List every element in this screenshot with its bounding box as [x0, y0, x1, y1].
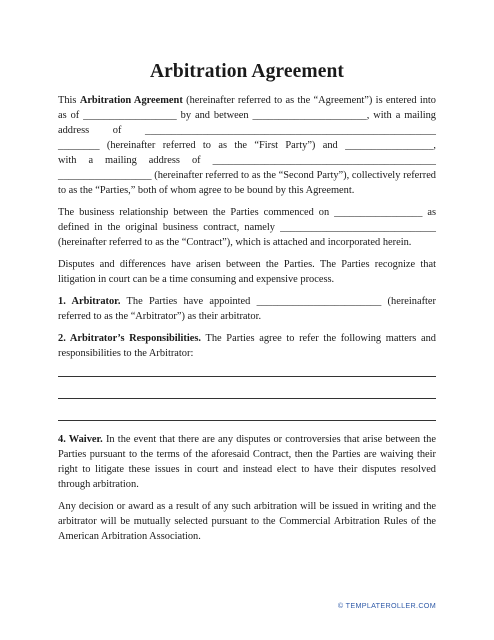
section-arbitrator-line-1: 1. Arbitrator. The Parties have appointed ________________________ (hereinafter: [58, 296, 437, 307]
section-waiver-line-3: right to litigate these issues in court and instead elect to have their disputes resolved: [58, 464, 436, 475]
agreement-name: Arbitration Agreement: [79, 95, 183, 106]
section-waiver-line-4: through arbitration.: [58, 479, 139, 490]
section-responsibilities-line-2: responsibilities to the Arbitrator:: [58, 348, 194, 359]
responsibilities-blank-line-1[interactable]: [58, 376, 436, 377]
relationship-line-2: defined in the original business contract, namely ______________________________: [58, 222, 436, 233]
section-arbitrator-heading: 1. Arbitrator.: [58, 296, 121, 307]
section-arbitrator-line-2: referred to as the “Arbitrator”) as their arbitrator.: [58, 311, 262, 322]
intro-line-4: ________ (hereinafter referred to as the “First Party”) and _________________,: [58, 140, 436, 151]
decision-line-1: Any decision or award as a result of any such arbitration will be issued in writing and the: [58, 501, 436, 512]
document-title: Arbitration Agreement: [150, 61, 344, 82]
decision-line-3: American Arbitration Association.: [58, 531, 201, 542]
intro-line-5: with a mailing address of ___________________________________________: [58, 155, 436, 166]
section-waiver-line-1: 4. Waiver. In the event that there are any disputes or controversies that arise between the: [58, 434, 436, 445]
footer-link[interactable]: © TEMPLATEROLLER.COM: [337, 601, 436, 610]
decision-line-2: arbitrator will be mutually selected pursuant to the Commercial Arbitration Rules of the: [58, 516, 436, 527]
responsibilities-blank-line-2[interactable]: [58, 398, 436, 399]
section-waiver-heading: 4. Waiver.: [58, 434, 103, 445]
relationship-line-3: (hereinafter referred to as the “Contract”), which is attached and incorporated herein.: [58, 237, 412, 248]
intro-line-1: This Arbitration Agreement (hereinafter referred to as the “Agreement”) is entered into: [58, 95, 437, 106]
disputes-line-2: litigation in court can be a time consuming and expensive process.: [58, 274, 335, 285]
intro-line-7: to as the “Parties,” both of whom agree to be bound by this Agreement.: [58, 185, 355, 196]
intro-line-2: as of __________________ by and between ______________________, with a mailing: [58, 110, 436, 121]
section-responsibilities-line-1: 2. Arbitrator’s Responsibilities. The Parties agree to refer the following matters and: [58, 333, 436, 344]
intro-line-3: address of ________________________________________________________: [58, 125, 436, 136]
disputes-line-1: Disputes and differences have arisen between the Parties. The Parties recognize that: [58, 259, 436, 270]
relationship-line-1: The business relationship between the Parties commenced on _________________ as: [58, 207, 436, 218]
intro-line-6: __________________ (hereinafter referred to as the “Second Party”), collectively referred: [58, 170, 436, 181]
section-responsibilities-heading: 2. Arbitrator’s Responsibilities.: [58, 333, 202, 344]
responsibilities-blank-line-3[interactable]: [58, 420, 436, 421]
section-waiver-line-2: Parties pursuant to the terms of the aforesaid Contract, then the Parties are waiving their: [58, 449, 436, 460]
